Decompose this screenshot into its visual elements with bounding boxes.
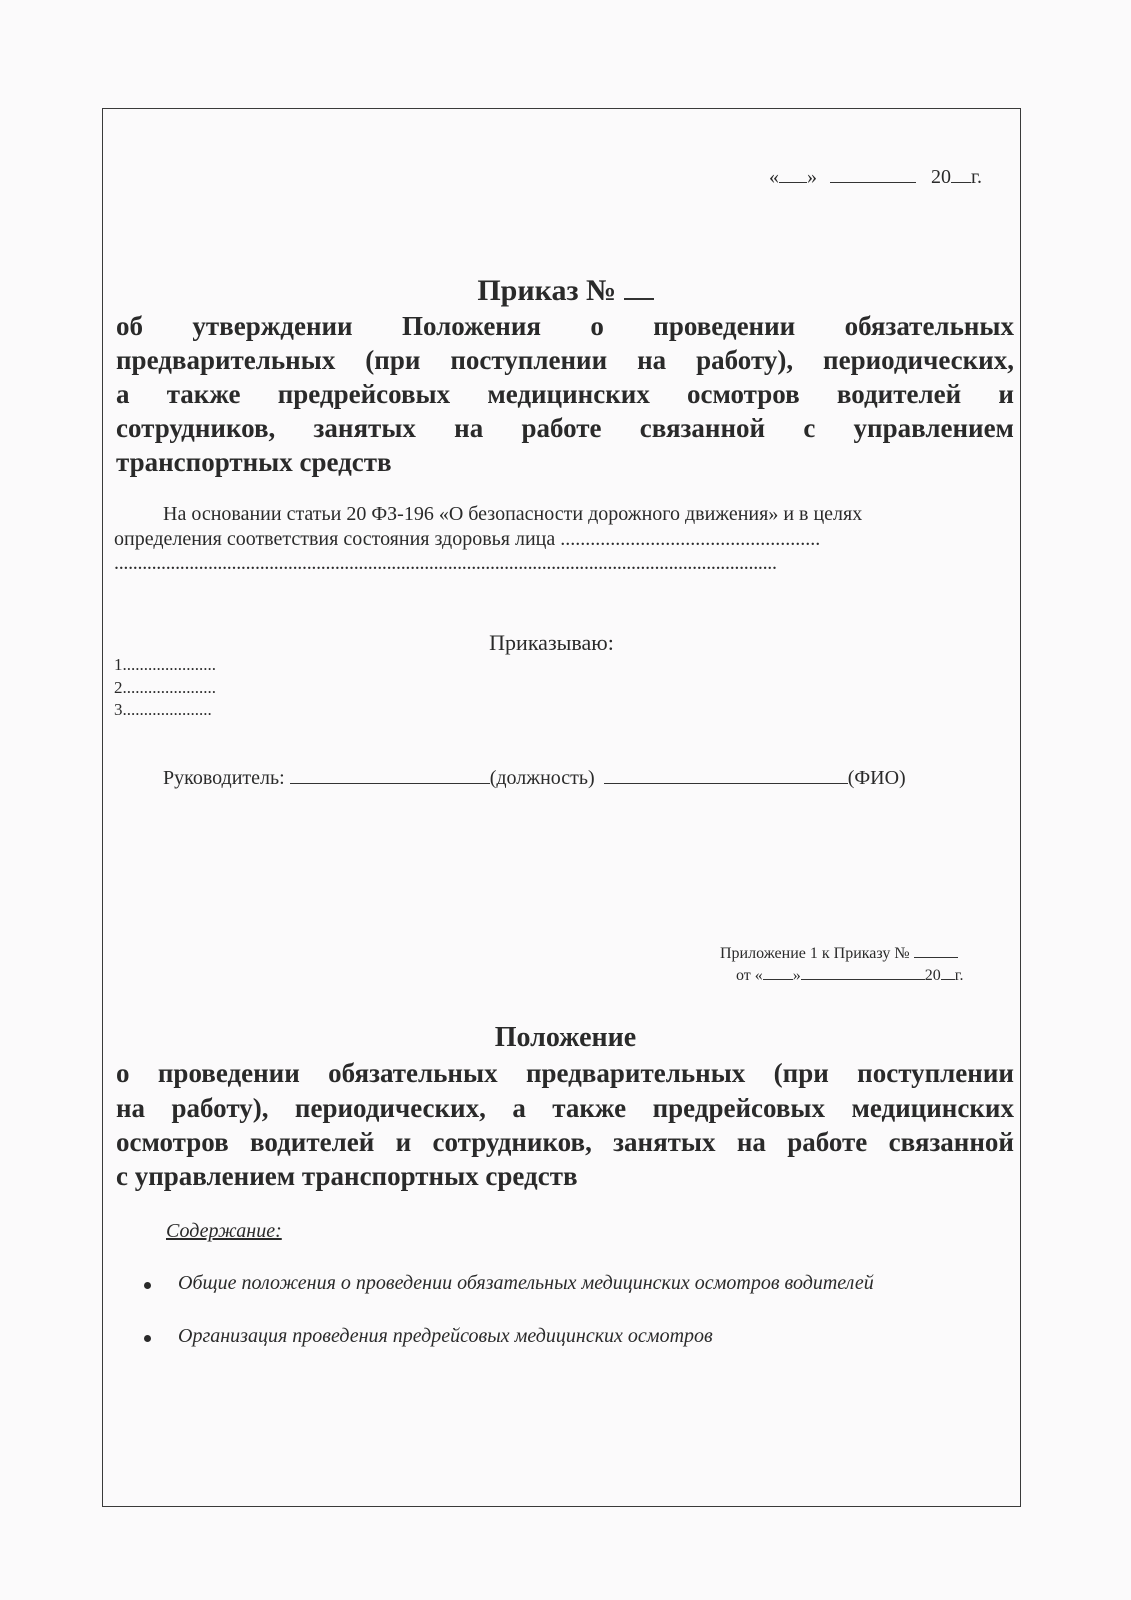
year-blank (951, 166, 971, 183)
year-suffix: г. (971, 166, 982, 188)
word: связанной (639, 413, 766, 443)
word: с (803, 413, 816, 443)
word: предварительных (525, 1058, 746, 1088)
word: об (116, 311, 143, 341)
word: предрейсовых (277, 379, 451, 409)
word: водителей (836, 379, 962, 409)
word: а (512, 1093, 526, 1123)
word: работу), (696, 345, 794, 375)
year-prefix: 20 (931, 166, 951, 188)
order-number-blank (624, 276, 654, 300)
appendix-month-blank (801, 966, 925, 980)
word: занятых (613, 1127, 716, 1157)
signature-label: Руководитель: (163, 767, 285, 789)
word: сотрудников, (116, 413, 276, 443)
word: сотрудников, (432, 1127, 592, 1157)
basis-line-3: ............................................................................................................................................. (114, 552, 777, 574)
bullet-icon (144, 1282, 151, 1289)
signature-position-blank (290, 765, 490, 784)
appendix-year-suffix: г. (954, 967, 964, 984)
word: о (590, 311, 604, 341)
order-subject-line-5: транспортных средств (116, 447, 392, 477)
word: Положения (401, 311, 542, 341)
word: и (395, 1127, 412, 1157)
basis-line-1: На основании статьи 20 ФЗ-196 «О безопасности дорожного движения» и в целях (163, 503, 863, 525)
word: о (116, 1058, 130, 1088)
appendix-subject-line-1 (116, 1058, 1014, 1089)
appendix-date-close: » (792, 967, 801, 984)
date-quote-close: » (807, 166, 817, 188)
word: а (116, 379, 130, 409)
word: занятых (313, 413, 416, 443)
appendix-subject-line-2 (116, 1093, 1014, 1124)
word: на (637, 345, 667, 375)
appendix-subject-line-4: с управлением транспортных средств (116, 1161, 578, 1191)
word: медицинских (487, 379, 650, 409)
word: обязательных (844, 311, 1014, 341)
word: связанной (888, 1127, 1014, 1157)
order-title-text: Приказ № (477, 274, 617, 307)
contents-item-1: Общие положения о проведении обязательных медицинских осмотров водителей (178, 1272, 874, 1294)
signature-line (163, 765, 906, 790)
date-quote-open: « (769, 166, 779, 188)
contents-label: Содержание: (166, 1220, 282, 1242)
appendix-year-prefix: 20 (924, 967, 941, 984)
word: на (116, 1093, 146, 1123)
word: обязательных (328, 1058, 498, 1088)
appendix-order-number-blank (914, 944, 958, 958)
appendix-ref-line-1 (720, 944, 958, 963)
signature-position-caption: (должность) (489, 767, 595, 789)
bullet-icon (144, 1335, 151, 1342)
word: периодических, (294, 1093, 486, 1123)
basis-line-2: определения соответствия состояния здоровья лица .................................................... (114, 528, 821, 550)
word: проведении (157, 1058, 300, 1088)
word: работу), (171, 1093, 269, 1123)
word: водителей (250, 1127, 375, 1157)
word: (при (773, 1058, 829, 1088)
signature-name-blank (604, 765, 848, 784)
order-item-1: 1...................... (114, 655, 216, 674)
word: утверждении (192, 311, 353, 341)
word: предварительных (116, 345, 336, 375)
word: управлением (853, 413, 1014, 443)
word: поступлении (857, 1058, 1014, 1088)
order-item-3: 3..................... (114, 700, 212, 719)
word: работе (521, 413, 602, 443)
signature-name-caption: (ФИО) (847, 767, 906, 789)
appendix-date-open: от « (736, 967, 763, 984)
appendix-title: Положение (494, 1022, 637, 1053)
word: и (998, 379, 1014, 409)
order-subject-line-4 (116, 413, 1014, 444)
order-subject-line-3 (116, 379, 1014, 410)
contents-item-2: Организация проведения предрейсовых медицинских осмотров (178, 1325, 713, 1347)
word: осмотров (116, 1127, 229, 1157)
word: на (736, 1127, 766, 1157)
appendix-day-blank (763, 966, 793, 980)
word: также (552, 1093, 627, 1123)
word: осмотров (687, 379, 800, 409)
order-subject-line-2 (116, 345, 1014, 376)
appendix-ref-line-2 (736, 966, 964, 985)
month-blank (830, 166, 916, 183)
order-date-line (769, 166, 982, 189)
appendix-subject-line-3 (116, 1127, 1014, 1158)
word: предрейсовых (652, 1093, 825, 1123)
order-item-2: 2...................... (114, 678, 216, 697)
word: поступлении (450, 345, 608, 375)
appendix-year-blank (941, 966, 955, 980)
order-word: Приказываю: (489, 630, 614, 655)
word: периодических, (823, 345, 1014, 375)
order-title (0, 274, 1131, 308)
word: проведении (653, 311, 796, 341)
word: (при (365, 345, 421, 375)
order-subject-line-1 (116, 311, 1014, 342)
appendix-ref-text: Приложение 1 к Приказу № (720, 945, 910, 962)
word: работе (787, 1127, 868, 1157)
day-blank (779, 166, 807, 183)
word: также (166, 379, 241, 409)
word: медицинских (851, 1093, 1014, 1123)
word: на (454, 413, 484, 443)
